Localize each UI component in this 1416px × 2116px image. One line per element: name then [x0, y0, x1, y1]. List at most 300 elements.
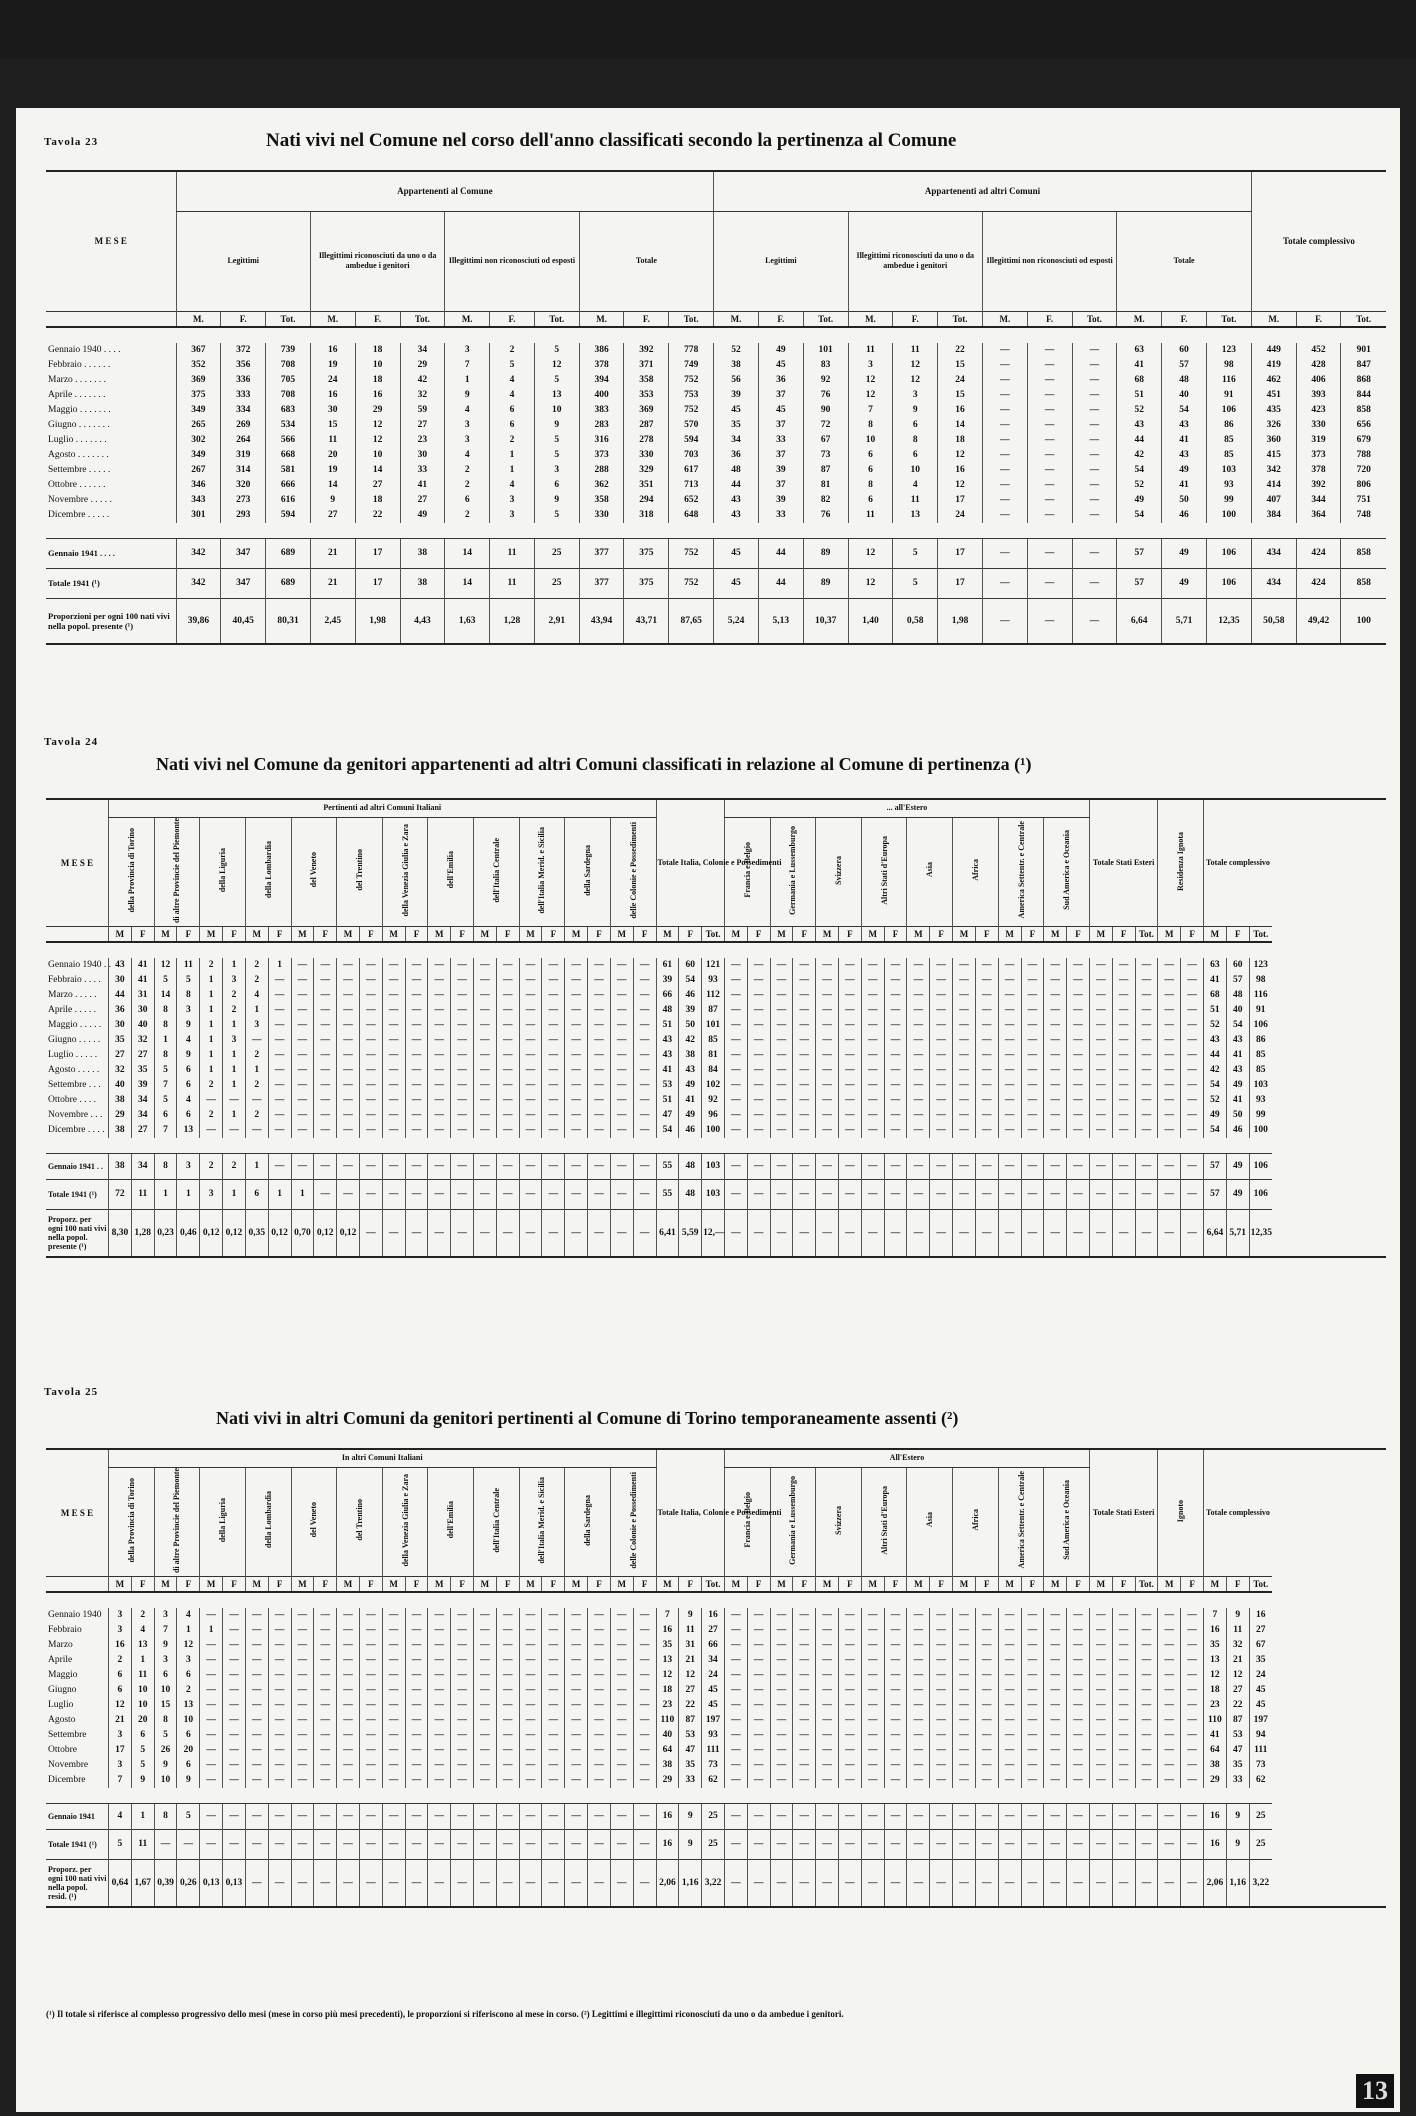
cell-total-italia: 7 [656, 1608, 679, 1623]
cell-empty: — [405, 973, 428, 988]
cell-value: 43 [1162, 418, 1207, 433]
cell-empty: — [861, 1003, 884, 1018]
subhead-cell: Tot. [938, 311, 983, 327]
cell-empty: — [588, 1638, 611, 1653]
cell-value: — [982, 373, 1027, 388]
cell-empty: — [474, 1829, 497, 1859]
col-mese-24: M E S E [60, 857, 94, 868]
cell-value: 43 [714, 508, 759, 523]
cell-empty: — [268, 1153, 291, 1179]
cell-empty: — [451, 1803, 474, 1829]
cell-empty: — [884, 1638, 907, 1653]
cell-empty: — [816, 1623, 839, 1638]
cell-value: 42 [400, 373, 445, 388]
cell-empty: — [998, 1108, 1021, 1123]
cell-value: 34 [400, 343, 445, 358]
subhead-cell: F. [624, 311, 669, 327]
cell-empty: — [382, 1773, 405, 1788]
cell-empty: — [861, 1728, 884, 1743]
cell-value: 1 [445, 373, 490, 388]
cell-empty: — [839, 1153, 862, 1179]
cell-empty: — [1135, 1623, 1158, 1638]
subhead-cell: F. [221, 311, 266, 327]
cell-total-complessivo: 87 [1226, 1713, 1249, 1728]
cell-total-complessivo: 38 [1204, 1758, 1227, 1773]
cell-empty: — [1112, 1698, 1135, 1713]
cell-value: 0,58 [893, 598, 938, 644]
cell-value: 57 [1117, 538, 1162, 568]
cell-empty: — [1181, 1623, 1204, 1638]
cell-value: 10 [534, 403, 579, 418]
cell-value: 39 [758, 493, 803, 508]
cell-empty: — [1181, 1123, 1204, 1138]
cell-empty: — [474, 1803, 497, 1829]
cell-empty: — [747, 958, 770, 973]
table-row [46, 1743, 1386, 1758]
cell-empty: — [291, 988, 314, 1003]
cell-total-complessivo: 52 [1204, 1093, 1227, 1108]
cell-value: 8 [848, 478, 893, 493]
cell-empty: — [474, 1608, 497, 1623]
table-row [46, 1713, 1386, 1728]
cell-empty: — [337, 1638, 360, 1653]
cell-value: 27 [131, 1123, 154, 1138]
cell-value: 72 [109, 1179, 132, 1209]
cell-total-complessivo: 1,16 [1226, 1859, 1249, 1907]
cell-empty: — [1112, 1668, 1135, 1683]
cell-total-italia: 103 [702, 1179, 725, 1209]
cell-value: 1 [223, 1018, 246, 1033]
cell-empty: — [1089, 1078, 1112, 1093]
cell-empty: — [1158, 1623, 1181, 1638]
cell-total-complessivo: 57 [1204, 1179, 1227, 1209]
table-23 [46, 170, 1386, 645]
cell-empty: — [1089, 1093, 1112, 1108]
cell-value: 33 [758, 508, 803, 523]
cell-value: 581 [266, 463, 311, 478]
cell-empty: — [793, 1608, 816, 1623]
cell-empty: — [770, 1773, 793, 1788]
cell-empty: — [1044, 1698, 1067, 1713]
cell-empty: — [1181, 1713, 1204, 1728]
cell-total-italia: 54 [679, 973, 702, 988]
cell-empty: — [314, 1668, 337, 1683]
table-row [46, 1608, 1386, 1623]
cell-empty: — [496, 1638, 519, 1653]
cell-value: — [1072, 358, 1117, 373]
col-origin: della Lombardia [245, 817, 291, 926]
cell-total-complessivo: 85 [1249, 1048, 1272, 1063]
cell-empty: — [839, 1048, 862, 1063]
cell-empty: — [428, 1123, 451, 1138]
cell-value: 54 [1117, 463, 1162, 478]
cell-empty: — [793, 1623, 816, 1638]
cell-value: 705 [266, 373, 311, 388]
cell-empty: — [816, 1003, 839, 1018]
cell-empty: — [200, 1758, 223, 1773]
cell-empty: — [1181, 1078, 1204, 1093]
cell-empty: — [359, 1623, 382, 1638]
cell-empty: — [610, 1728, 633, 1743]
cell-value: 617 [669, 463, 714, 478]
cell-empty: — [907, 1048, 930, 1063]
cell-empty: — [1067, 1108, 1090, 1123]
cell-empty: — [268, 1829, 291, 1859]
table-row [46, 1018, 1386, 1033]
cell-empty: — [359, 1123, 382, 1138]
cell-value: 35 [131, 1063, 154, 1078]
cell-value: 570 [669, 418, 714, 433]
cell-empty: — [1044, 1033, 1067, 1048]
cell-empty: — [884, 1018, 907, 1033]
cell-empty: — [1044, 1803, 1067, 1829]
spacer-row [46, 942, 1386, 958]
col-legittimi-1: Legittimi [176, 211, 310, 311]
cell-empty: — [1044, 1623, 1067, 1638]
cell-value: 3 [445, 433, 490, 448]
cell-empty: — [610, 1623, 633, 1638]
cell-value: 406 [1296, 373, 1341, 388]
cell-empty: — [907, 1033, 930, 1048]
cell-empty: — [291, 1653, 314, 1668]
cell-value: 98 [1206, 358, 1251, 373]
col-residenza-ignota: Residenza Ignota [1158, 799, 1204, 926]
cell-empty: — [793, 988, 816, 1003]
cell-empty: — [542, 1608, 565, 1623]
cell-empty: — [314, 1859, 337, 1907]
cell-value: 3 [848, 358, 893, 373]
cell-empty: — [496, 1108, 519, 1123]
cell-value: 54 [1117, 508, 1162, 523]
cell-value: 45 [758, 403, 803, 418]
cell-empty: — [1181, 1003, 1204, 1018]
cell-empty: — [816, 1209, 839, 1257]
cell-value: 0,12 [268, 1209, 291, 1257]
col-foreign: Africa [953, 1467, 999, 1576]
cell-empty: — [291, 1683, 314, 1698]
cell-value: 1,98 [355, 598, 400, 644]
cell-value: 57 [1162, 358, 1207, 373]
cell-value: — [1072, 568, 1117, 598]
cell-value: 3 [177, 1003, 200, 1018]
table-row [46, 1683, 1386, 1698]
cell-value: 6 [848, 463, 893, 478]
cell-empty: — [565, 1018, 588, 1033]
cell-empty: — [747, 1803, 770, 1829]
cell-empty: — [747, 973, 770, 988]
cell-total-complessivo: 35 [1249, 1653, 1272, 1668]
subhead-cell: M. [310, 311, 355, 327]
cell-empty: — [474, 1209, 497, 1257]
cell-empty: — [268, 1018, 291, 1033]
cell-empty: — [633, 973, 656, 988]
cell-value: 49 [400, 508, 445, 523]
cell-total-italia: 3,22 [702, 1859, 725, 1907]
cell-empty: — [884, 1728, 907, 1743]
cell-empty: — [610, 1829, 633, 1859]
cell-empty: — [291, 1063, 314, 1078]
cell-value: 20 [177, 1743, 200, 1758]
cell-empty: — [428, 1683, 451, 1698]
cell-empty: — [382, 1018, 405, 1033]
cell-empty: — [1067, 1153, 1090, 1179]
cell-empty: — [337, 1743, 360, 1758]
cell-empty: — [998, 958, 1021, 973]
cell-empty: — [724, 1123, 747, 1138]
cell-empty: — [633, 1123, 656, 1138]
cell-empty: — [610, 1179, 633, 1209]
cell-empty: — [1135, 1033, 1158, 1048]
cell-value: 868 [1341, 373, 1386, 388]
cell-value: — [1027, 598, 1072, 644]
cell-empty: — [907, 1728, 930, 1743]
cell-empty: — [451, 1713, 474, 1728]
cell-empty: — [998, 1859, 1021, 1907]
cell-total-complessivo: 106 [1249, 1153, 1272, 1179]
cell-value: 2 [490, 343, 535, 358]
cell-empty: — [451, 1773, 474, 1788]
cell-empty: — [724, 1153, 747, 1179]
cell-value: 334 [221, 403, 266, 418]
cell-total-complessivo: 35 [1226, 1758, 1249, 1773]
cell-value: 294 [624, 493, 669, 508]
cell-total-complessivo: 11 [1226, 1623, 1249, 1638]
cell-empty: — [1021, 1698, 1044, 1713]
cell-empty: — [405, 1803, 428, 1829]
col-foreign: Altri Stati d'Europa [861, 1467, 907, 1576]
cell-empty: — [816, 1713, 839, 1728]
cell-empty: — [428, 1773, 451, 1788]
table-row [46, 478, 1386, 493]
cell-empty: — [474, 1018, 497, 1033]
cell-empty: — [930, 1209, 953, 1257]
cell-empty: — [839, 1108, 862, 1123]
col-origin: della Lombardia [245, 1467, 291, 1576]
cell-value: 43 [1162, 448, 1207, 463]
cell-total-italia: 43 [656, 1048, 679, 1063]
cell-total-complessivo: 27 [1226, 1683, 1249, 1698]
cell-empty: — [1089, 1209, 1112, 1257]
cell-value: 45 [714, 403, 759, 418]
table-row [46, 1063, 1386, 1078]
cell-total-complessivo: 86 [1249, 1033, 1272, 1048]
cell-empty: — [519, 1063, 542, 1078]
cell-total-italia: 2,06 [656, 1859, 679, 1907]
cell-value: 428 [1296, 358, 1341, 373]
cell-empty: — [1158, 1653, 1181, 1668]
cell-value: 0,23 [154, 1209, 177, 1257]
cell-empty: — [542, 1728, 565, 1743]
cell-empty: — [291, 1803, 314, 1829]
cell-empty: — [519, 1003, 542, 1018]
cell-value: 101 [803, 343, 848, 358]
cell-empty: — [998, 1653, 1021, 1668]
cell-total-complessivo: 32 [1226, 1638, 1249, 1653]
cell-empty: — [314, 1773, 337, 1788]
cell-empty: — [405, 1018, 428, 1033]
table-25-label: Tavola 25 [44, 1386, 99, 1398]
cell-empty: — [474, 1123, 497, 1138]
cell-empty: — [382, 1758, 405, 1773]
cell-value: 6 [445, 493, 490, 508]
cell-empty: — [953, 1773, 976, 1788]
cell-empty: — [793, 1683, 816, 1698]
cell-empty: — [953, 1743, 976, 1758]
cell-value: 788 [1341, 448, 1386, 463]
cell-total-italia: 66 [702, 1638, 725, 1653]
subhead-cell: M. [1251, 311, 1296, 327]
cell-empty: — [1021, 1743, 1044, 1758]
cell-total-italia: 51 [656, 1018, 679, 1033]
cell-value: 264 [221, 433, 266, 448]
cell-empty: — [747, 1093, 770, 1108]
cell-empty: — [200, 1638, 223, 1653]
cell-empty: — [1021, 1638, 1044, 1653]
cell-empty: — [930, 1713, 953, 1728]
cell-empty: — [1067, 1758, 1090, 1773]
col-foreign: Francia e Belgio [724, 817, 770, 926]
cell-empty: — [1067, 1048, 1090, 1063]
table-row [46, 1653, 1386, 1668]
cell-empty: — [1021, 1093, 1044, 1108]
cell-empty: — [542, 1698, 565, 1713]
cell-empty: — [405, 1743, 428, 1758]
cell-value: 383 [579, 403, 624, 418]
cell-empty: — [405, 1829, 428, 1859]
cell-total-italia: 93 [702, 1728, 725, 1743]
cell-empty: — [861, 1123, 884, 1138]
cell-empty: — [565, 1033, 588, 1048]
cell-value: — [1027, 403, 1072, 418]
cell-empty: — [930, 1078, 953, 1093]
cell-empty: — [1021, 1713, 1044, 1728]
cell-value: 3 [154, 1608, 177, 1623]
cell-value: 362 [579, 478, 624, 493]
cell-empty: — [1089, 1153, 1112, 1179]
cell-value: 1 [223, 1078, 246, 1093]
cell-empty: — [359, 958, 382, 973]
cell-empty: — [223, 1803, 246, 1829]
table-row [46, 373, 1386, 388]
cell-value: 1 [490, 448, 535, 463]
cell-empty: — [1158, 1063, 1181, 1078]
cell-empty: — [382, 1803, 405, 1829]
cell-value: 45 [758, 358, 803, 373]
cell-empty: — [770, 1653, 793, 1668]
cell-empty: — [907, 1108, 930, 1123]
cell-empty: — [770, 988, 793, 1003]
cell-value: 4 [245, 988, 268, 1003]
cell-empty: — [337, 1623, 360, 1638]
cell-empty: — [930, 1048, 953, 1063]
group-estero: ... all'Estero [724, 799, 1089, 817]
row-label: Agosto . . . . . . . [48, 450, 109, 460]
cell-empty: — [975, 1653, 998, 1668]
cell-empty: — [953, 1003, 976, 1018]
cell-value: 1 [200, 1018, 223, 1033]
cell-empty: — [884, 1033, 907, 1048]
cell-empty: — [747, 1773, 770, 1788]
subhead-cell: Tot. [266, 311, 311, 327]
cell-empty: — [451, 973, 474, 988]
cell-value: 43 [109, 958, 132, 973]
cell-value: 8 [177, 988, 200, 1003]
cell-value: 3 [223, 1033, 246, 1048]
cell-empty: — [610, 1033, 633, 1048]
cell-total-complessivo: 49 [1226, 1078, 1249, 1093]
cell-empty: — [884, 1683, 907, 1698]
cell-empty: — [542, 1859, 565, 1907]
cell-empty: — [588, 1859, 611, 1907]
cell-value: 38 [714, 358, 759, 373]
cell-empty: — [1112, 1003, 1135, 1018]
cell-value: 2 [245, 1048, 268, 1063]
cell-value: 40 [1162, 388, 1207, 403]
cell-empty: — [428, 1209, 451, 1257]
cell-value: 25 [534, 568, 579, 598]
cell-empty: — [428, 1638, 451, 1653]
col-foreign: Sud America e Oceania [1044, 1467, 1090, 1576]
cell-empty: — [496, 1829, 519, 1859]
cell-value: 349 [176, 403, 221, 418]
cell-value: 2 [223, 1003, 246, 1018]
cell-empty: — [565, 1209, 588, 1257]
cell-empty: — [610, 1018, 633, 1033]
cell-empty: — [200, 1653, 223, 1668]
cell-empty: — [542, 1018, 565, 1033]
cell-empty: — [770, 1758, 793, 1773]
cell-empty: — [291, 1123, 314, 1138]
cell-empty: — [291, 958, 314, 973]
col-origin: della Provincia di Torino [109, 817, 155, 926]
cell-total-italia: 46 [679, 1123, 702, 1138]
cell-empty: — [359, 1653, 382, 1668]
cell-value: 6 [177, 1063, 200, 1078]
cell-empty: — [405, 1859, 428, 1907]
row-label: Maggio [48, 1670, 78, 1681]
table-23-label: Tavola 23 [44, 136, 99, 148]
cell-value: 60 [1162, 343, 1207, 358]
cell-empty: — [839, 1638, 862, 1653]
cell-empty: — [542, 958, 565, 973]
cell-empty: — [337, 1033, 360, 1048]
cell-total-italia: 31 [679, 1638, 702, 1653]
cell-empty: — [337, 1048, 360, 1063]
cell-empty: — [496, 1698, 519, 1713]
cell-empty: — [724, 1653, 747, 1668]
row-label: Gennaio 1941 . . . . [46, 538, 176, 568]
cell-empty: — [588, 1758, 611, 1773]
cell-value: 4 [490, 373, 535, 388]
cell-empty: — [1112, 1743, 1135, 1758]
cell-empty: — [793, 1638, 816, 1653]
cell-empty: — [428, 1728, 451, 1743]
cell-empty: — [359, 1018, 382, 1033]
cell-value: 3 [445, 418, 490, 433]
cell-empty: — [1021, 1608, 1044, 1623]
row-label: Aprile . . . . . . . [48, 390, 106, 400]
cell-value: 9 [154, 1638, 177, 1653]
cell-total-italia: 13 [656, 1653, 679, 1668]
col-origin: dell'Emilia [428, 817, 474, 926]
cell-empty: — [359, 973, 382, 988]
cell-value: 48 [714, 463, 759, 478]
cell-empty: — [359, 1003, 382, 1018]
cell-empty: — [1067, 958, 1090, 973]
cell-value: 68 [1117, 373, 1162, 388]
col-origin: delle Colonie e Possedimenti [610, 1467, 656, 1576]
cell-value: 39 [714, 388, 759, 403]
